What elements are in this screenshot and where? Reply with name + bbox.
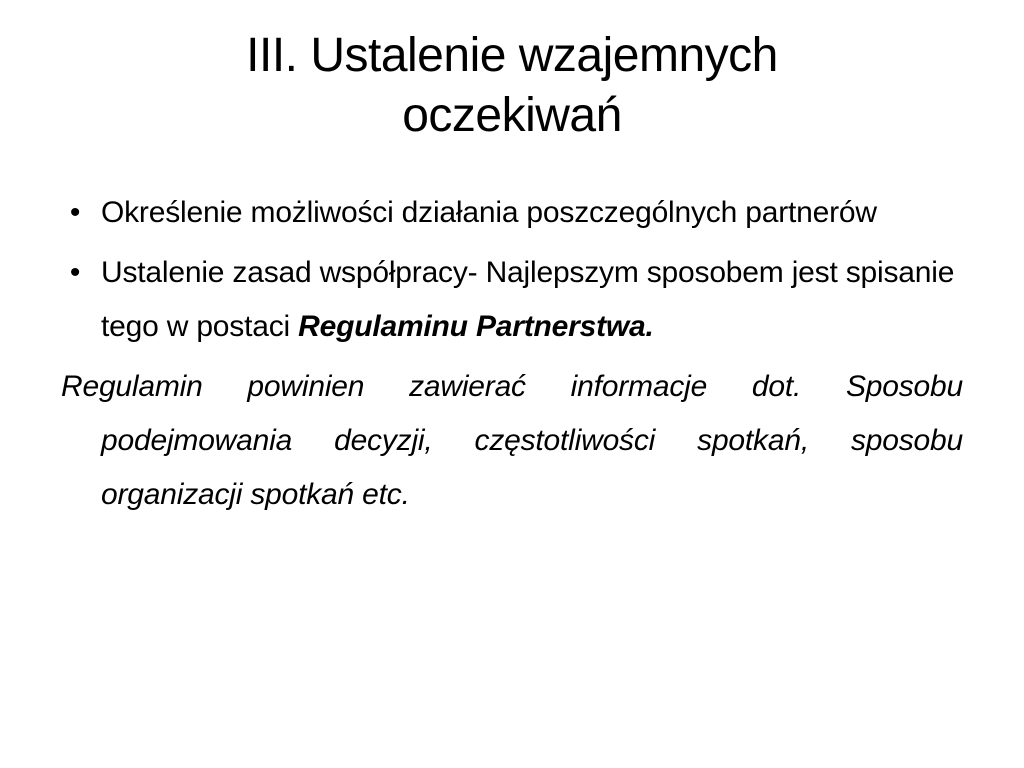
bullet-icon: • bbox=[69, 196, 81, 229]
bullet-item bbox=[61, 246, 963, 354]
bullet-text bbox=[101, 246, 963, 354]
title-line-2: oczekiwań bbox=[402, 89, 622, 142]
title-line-1: III. Ustalenie wzajemnych bbox=[246, 29, 778, 82]
bullet-icon: • bbox=[69, 256, 81, 289]
slide-title bbox=[80, 26, 944, 146]
bullet-text bbox=[101, 186, 963, 240]
bullet-emphasis: Regulaminu Partnerstwa. bbox=[298, 310, 654, 343]
bullet-item bbox=[61, 186, 963, 240]
slide-body bbox=[61, 186, 963, 522]
regulation-paragraph: Regulamin powinien zawierać informacje dot. Sposobu podejmowania decyzji, częstotliwości spotkań, sposobu organizacji spotkań etc. bbox=[61, 370, 963, 511]
bullet-text-body: Określenie możliwości działania poszczególnych partnerów bbox=[101, 196, 877, 229]
bullet-text-body: Ustalenie zasad współpracy- Najlepszym sposobem jest spisanie tego w postaci bbox=[101, 256, 955, 343]
